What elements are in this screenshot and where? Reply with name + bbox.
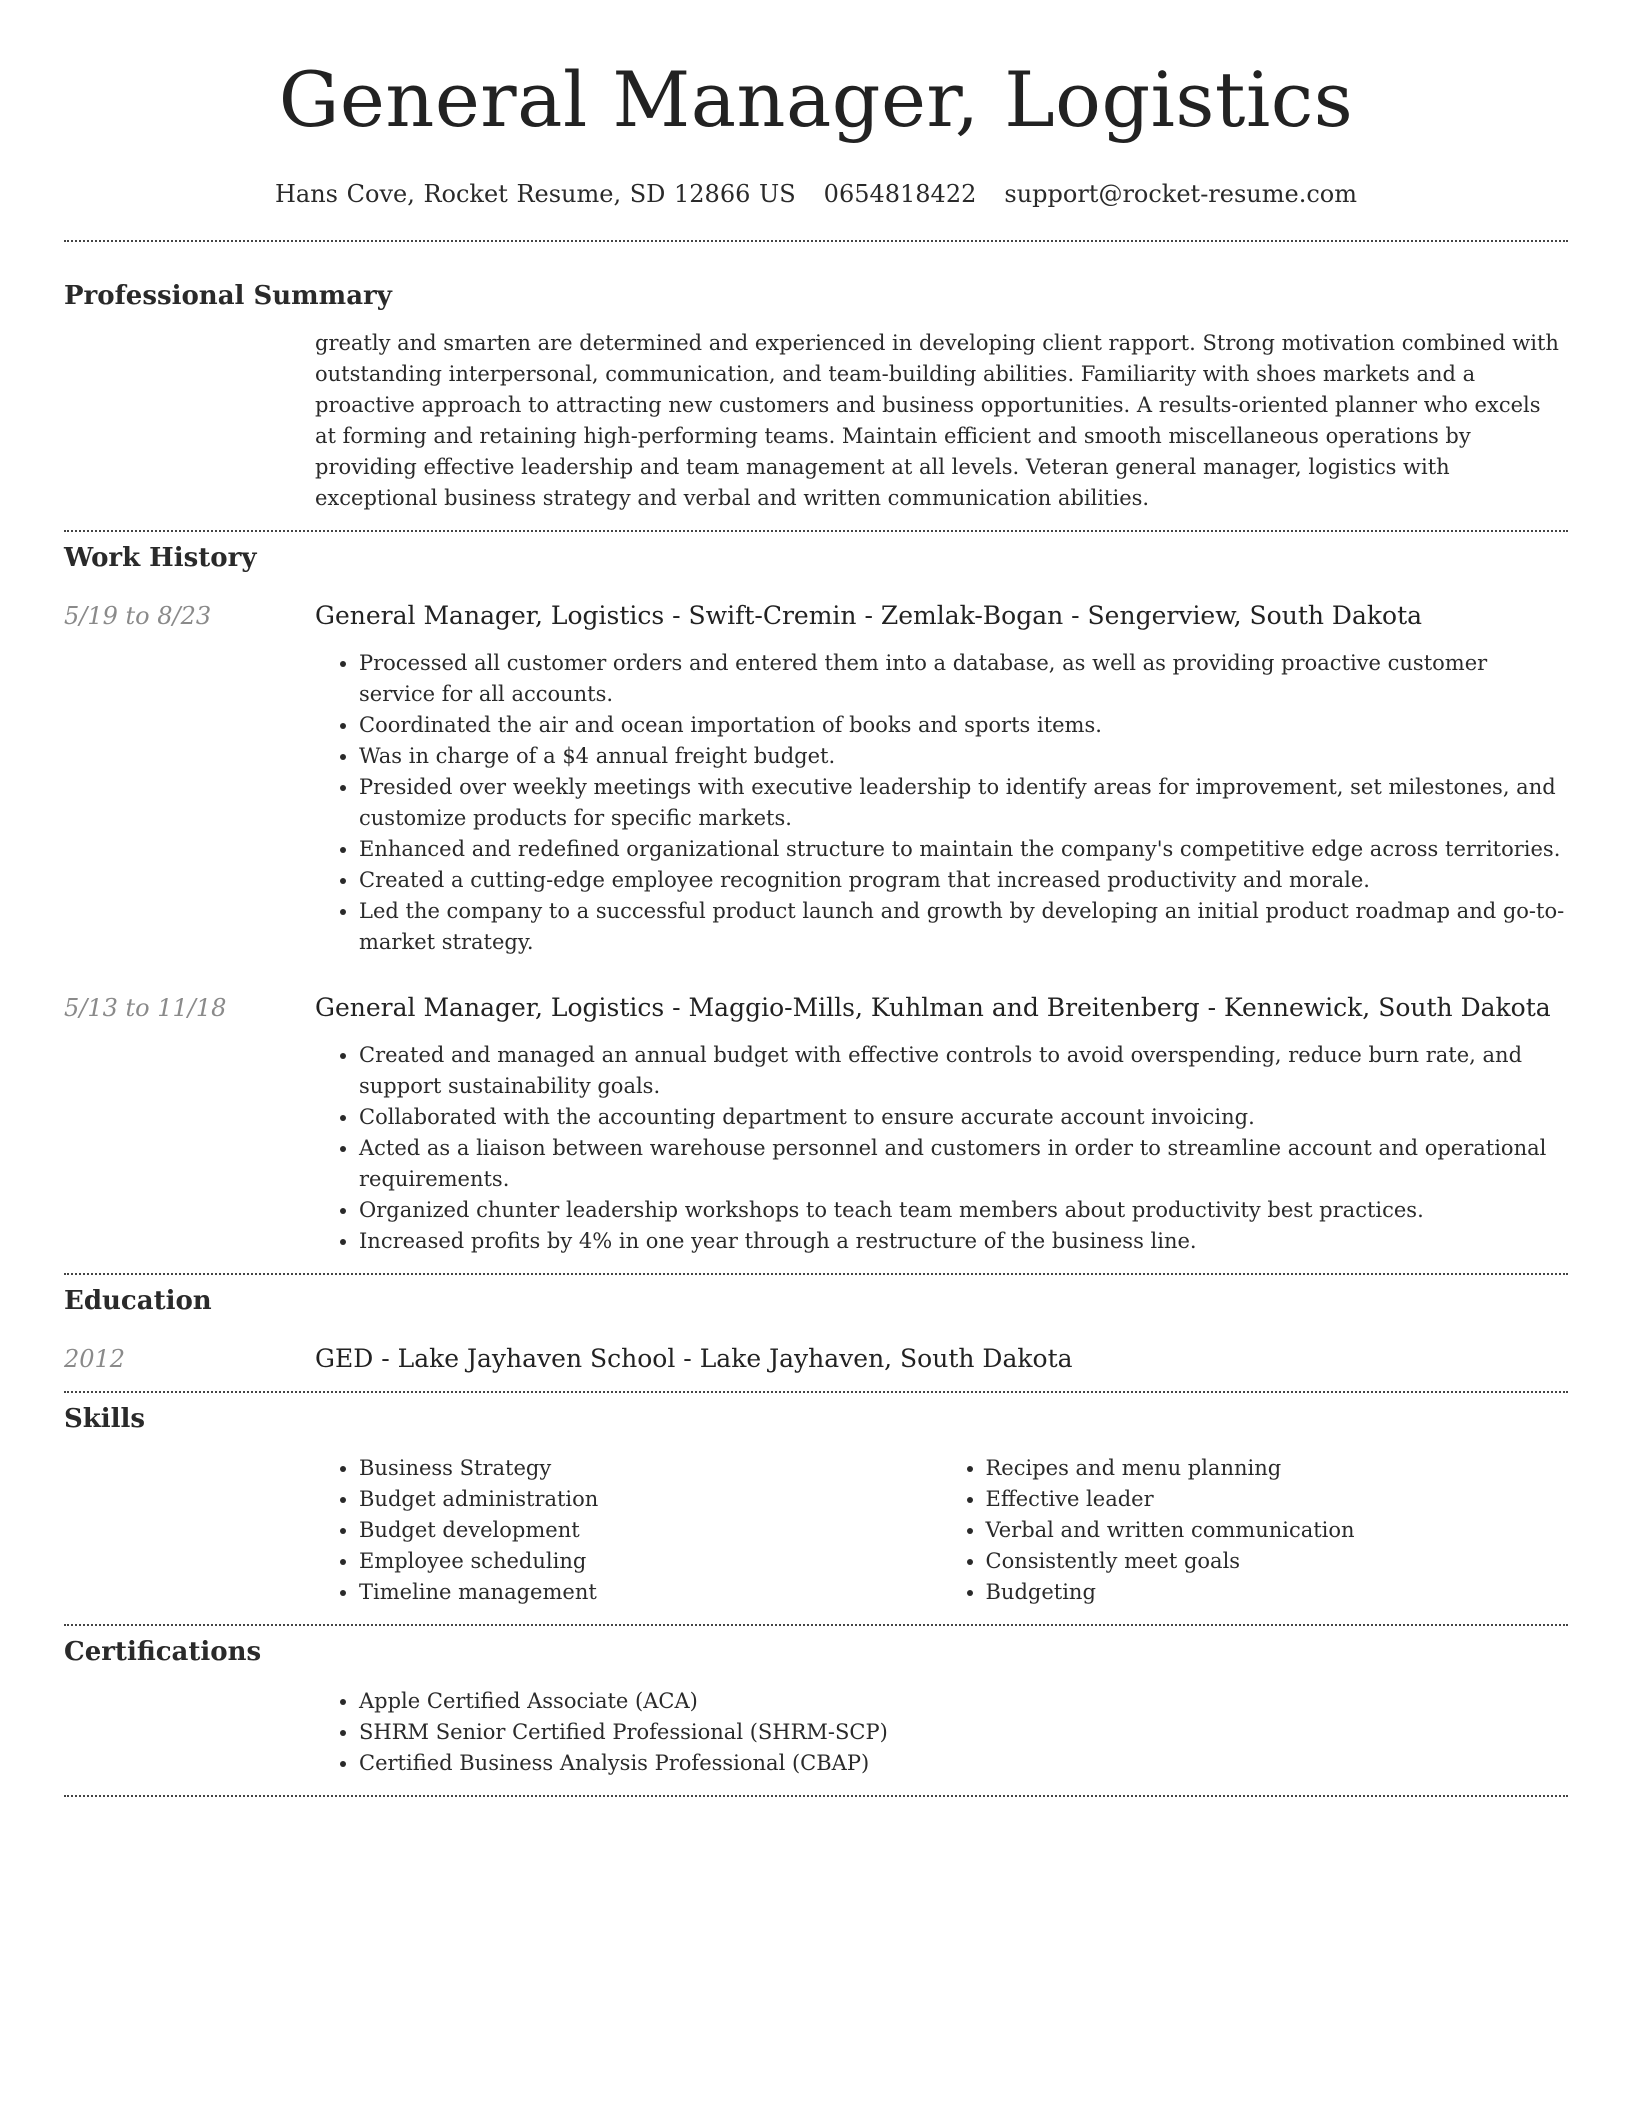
skill-item: • Business Strategy [359, 1453, 942, 1484]
job-heading: General Manager, Logistics - Maggio-Mills, Kuhlman and Breitenberg - Kennewick, South Dakota [315, 993, 1551, 1022]
contact-address: Hans Cove, Rocket Resume, SD 12866 US [274, 180, 796, 208]
job-entry [64, 600, 1568, 958]
skill-item: • Budget development [359, 1515, 942, 1546]
job-bullet: • Collaborated with the accounting department to ensure accurate account invoicing. [359, 1102, 1568, 1133]
job-dates: 5/13 to 11/18 [64, 994, 227, 1022]
skills-heading: Skills [64, 1404, 146, 1434]
certification-item: • SHRM Senior Certified Professional (SHRM-SCP) [359, 1717, 1568, 1748]
summary-text: greatly and smarten are determined and experienced in developing client rapport. Strong motivation combined with outstanding interpersonal, communication, and team-building abilities. Familiarity with shoes markets and a proactive approach to attracting new customers and business opportunities. A results-oriented planner who excels at forming and retaining high-performing teams. Maintain efficient and smooth miscellaneous operations by providing effective leadership and team management at all levels. Veteran general manager, logistics with exceptional business strategy and verbal and written communication abilities. [315, 331, 1559, 510]
certification-item: • Certified Business Analysis Professional (CBAP) [359, 1748, 1568, 1779]
skill-item: • Consistently meet goals [986, 1546, 1569, 1577]
skill-item: • Budget administration [359, 1484, 942, 1515]
job-bullet: • Coordinated the air and ocean importation of books and sports items. [359, 710, 1568, 741]
education-heading: Education [64, 1286, 212, 1316]
resume-header [64, 0, 1568, 210]
job-dates: 5/19 to 8/23 [64, 602, 212, 630]
job-bullet: • Presided over weekly meetings with executive leadership to identify areas for improvement, set milestones, and customize products for specific markets. [359, 772, 1568, 834]
job-bullet-list [315, 648, 1568, 958]
certifications-section [64, 1626, 1568, 1779]
job-bullet: • Enhanced and redefined organizational structure to maintain the company's competitive edge across territories. [359, 834, 1568, 865]
section-divider [64, 1795, 1568, 1797]
job-bullet: • Led the company to a successful product launch and growth by developing an initial product roadmap and go-to-market strategy. [359, 896, 1568, 958]
certification-item: • Apple Certified Associate (ACA) [359, 1686, 1568, 1717]
certifications-list [315, 1686, 1568, 1779]
summary-section [64, 242, 1568, 514]
job-bullet: • Processed all customer orders and entered them into a database, as well as providing proactive customer service for all accounts. [359, 648, 1568, 710]
job-bullet: • Created and managed an annual budget with effective controls to avoid overspending, reduce burn rate, and support sustainability goals. [359, 1040, 1568, 1102]
certifications-heading: Certifications [64, 1637, 262, 1667]
job-bullet: • Organized chunter leadership workshops to teach team members about productivity best practices. [359, 1195, 1568, 1226]
work-history-heading: Work History [64, 543, 257, 573]
skill-item: • Budgeting [986, 1577, 1569, 1608]
work-history-section [64, 532, 1568, 1257]
contact-phone: 0654818422 [823, 180, 977, 208]
job-bullet: • Increased profits by 4% in one year through a restructure of the business line. [359, 1226, 1568, 1257]
skills-list-right [942, 1453, 1569, 1608]
education-section [64, 1275, 1568, 1375]
job-bullet: • Was in charge of a $4 annual freight budget. [359, 741, 1568, 772]
job-entry [64, 992, 1568, 1257]
skill-item: • Employee scheduling [359, 1546, 942, 1577]
skills-list-left [315, 1453, 942, 1608]
education-year: 2012 [64, 1345, 126, 1373]
job-bullet: • Acted as a liaison between warehouse personnel and customers in order to streamline account and operational requirements. [359, 1133, 1568, 1195]
education-entry: GED - Lake Jayhaven School - Lake Jayhaven, South Dakota [315, 1344, 1073, 1373]
contact-line [64, 178, 1568, 210]
skill-item: • Effective leader [986, 1484, 1569, 1515]
skills-section [64, 1393, 1568, 1608]
candidate-name: General Manager, Logistics [278, 55, 1354, 144]
skill-item: • Timeline management [359, 1577, 942, 1608]
contact-email: support@rocket-resume.com [1004, 180, 1357, 208]
skill-item: • Verbal and written communication [986, 1515, 1569, 1546]
skill-item: • Recipes and menu planning [986, 1453, 1569, 1484]
summary-heading: Professional Summary [64, 281, 392, 311]
job-heading: General Manager, Logistics - Swift-Cremin - Zemlak-Bogan - Sengerview, South Dakota [315, 601, 1423, 630]
job-bullet-list [315, 1040, 1568, 1257]
job-bullet: • Created a cutting-edge employee recognition program that increased productivity and morale. [359, 865, 1568, 896]
